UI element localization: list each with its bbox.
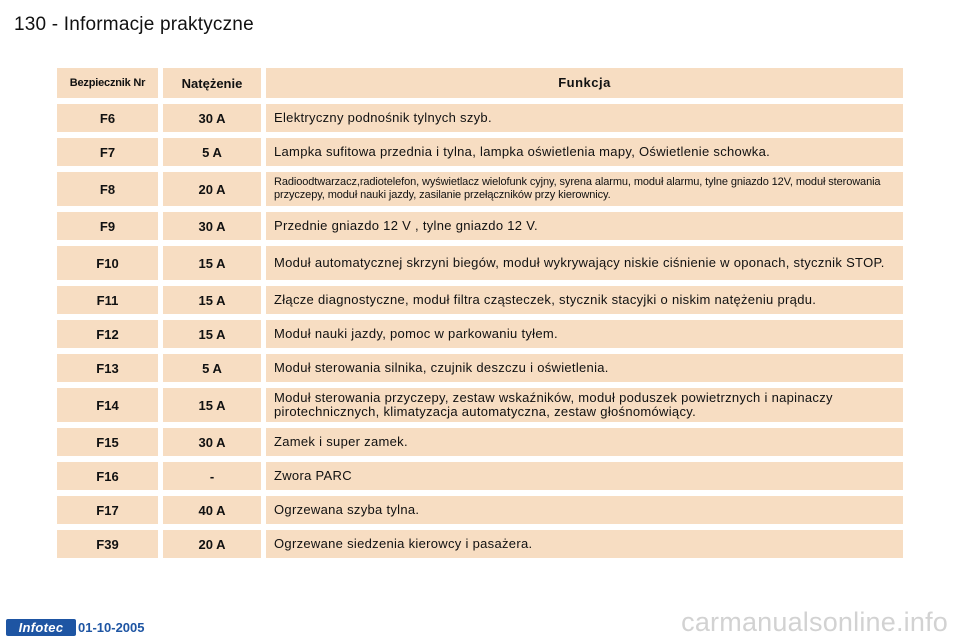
- infotec-logo: [6, 619, 76, 636]
- column-header-function: Funkcja: [266, 68, 903, 98]
- fuse-number-cell: F39: [57, 530, 158, 558]
- table-row: [57, 172, 903, 206]
- amperage-cell: 30 A: [163, 104, 261, 132]
- amperage-cell: 20 A: [163, 172, 261, 206]
- function-cell: [266, 530, 903, 558]
- table-row: [57, 320, 903, 348]
- function-text: Moduł sterowania przyczepy, zestaw wskaźników, moduł poduszek powietrznych i napinaczy pirotechnicznych, klimatyzacja automatyczna, zestaw głośnomówiący.: [274, 390, 833, 419]
- function-text: Moduł sterowania silnika, czujnik deszczu i oświetlenia.: [274, 360, 609, 375]
- fuse-number-cell: F17: [57, 496, 158, 524]
- function-text: Zwora PARC: [274, 468, 352, 483]
- watermark: carmanualsonline.info: [681, 607, 948, 637]
- function-cell: [266, 496, 903, 524]
- fuse-table: [57, 68, 903, 564]
- amperage-cell: 40 A: [163, 496, 261, 524]
- fuse-number-cell: F16: [57, 462, 158, 490]
- amperage-cell: 20 A: [163, 530, 261, 558]
- fuse-number-cell: F8: [57, 172, 158, 206]
- function-cell: [266, 354, 903, 382]
- function-cell: [266, 320, 903, 348]
- amperage-cell: 5 A: [163, 354, 261, 382]
- function-text: Lampka sufitowa przednia i tylna, lampka oświetlenia mapy, Oświetlenie schowka.: [274, 144, 771, 159]
- function-text: Moduł nauki jazdy, pomoc w parkowaniu tyłem.: [274, 326, 558, 341]
- amperage-cell: -: [163, 462, 261, 490]
- amperage-cell: 15 A: [163, 320, 261, 348]
- function-cell: [266, 388, 903, 422]
- function-cell: [266, 286, 903, 314]
- publication-date: 01-10-2005: [78, 620, 145, 635]
- function-text: Przednie gniazdo 12 V , tylne gniazdo 12 V.: [274, 218, 538, 233]
- fuse-number-cell: F9: [57, 212, 158, 240]
- function-cell: [266, 246, 903, 280]
- function-text: Zamek i super zamek.: [274, 434, 408, 449]
- column-header-fuse-number: Bezpiecznik Nr: [57, 68, 158, 98]
- fuse-number-cell: F12: [57, 320, 158, 348]
- function-text: Ogrzewana szyba tylna.: [274, 502, 420, 517]
- table-row: [57, 212, 903, 240]
- fuse-number-cell: F14: [57, 388, 158, 422]
- amperage-cell: 5 A: [163, 138, 261, 166]
- amperage-cell: 15 A: [163, 286, 261, 314]
- function-cell: [266, 138, 903, 166]
- fuse-number-cell: F13: [57, 354, 158, 382]
- function-cell: [266, 212, 903, 240]
- table-row: [57, 246, 903, 280]
- fuse-number-cell: F15: [57, 428, 158, 456]
- function-text: Złącze diagnostyczne, moduł filtra cząsteczek, stycznik stacyjki o niskim natężeniu prądu.: [274, 292, 817, 307]
- table-row: [57, 462, 903, 490]
- function-text: Elektryczny podnośnik tylnych szyb.: [274, 110, 492, 125]
- amperage-cell: 30 A: [163, 212, 261, 240]
- function-text: Ogrzewane siedzenia kierowcy i pasażera.: [274, 536, 533, 551]
- table-row: [57, 388, 903, 422]
- fuse-number-cell: F11: [57, 286, 158, 314]
- table-row: [57, 104, 903, 132]
- fuse-number-cell: F10: [57, 246, 158, 280]
- column-header-amperage: Natężenie: [163, 68, 261, 98]
- table-row: [57, 428, 903, 456]
- function-cell: [266, 428, 903, 456]
- table-row: [57, 286, 903, 314]
- function-cell: [266, 462, 903, 490]
- amperage-cell: 15 A: [163, 246, 261, 280]
- function-cell: [266, 172, 903, 206]
- amperage-cell: 15 A: [163, 388, 261, 422]
- table-row: [57, 138, 903, 166]
- fuse-number-cell: F7: [57, 138, 158, 166]
- function-text: Moduł automatycznej skrzyni biegów, moduł wykrywający niskie ciśnienie w oponach, stycznik STOP.: [274, 255, 885, 270]
- amperage-cell: 30 A: [163, 428, 261, 456]
- function-cell: [266, 104, 903, 132]
- fuse-number-cell: F6: [57, 104, 158, 132]
- table-header-row: [57, 68, 903, 98]
- function-text: Radioodtwarzacz,radiotelefon, wyświetlacz wielofunk cyjny, syrena alarmu, moduł alarmu, tylne gniazdo 12V, moduł sterowania przyczepy, moduł nauki jazdy, zasilanie przełączników przy kierownicy.: [274, 176, 881, 201]
- page-title: 130 - Informacje praktyczne: [14, 14, 254, 35]
- table-row: [57, 496, 903, 524]
- table-row: [57, 530, 903, 558]
- infotec-logo-text: Infotec: [18, 620, 64, 635]
- table-row: [57, 354, 903, 382]
